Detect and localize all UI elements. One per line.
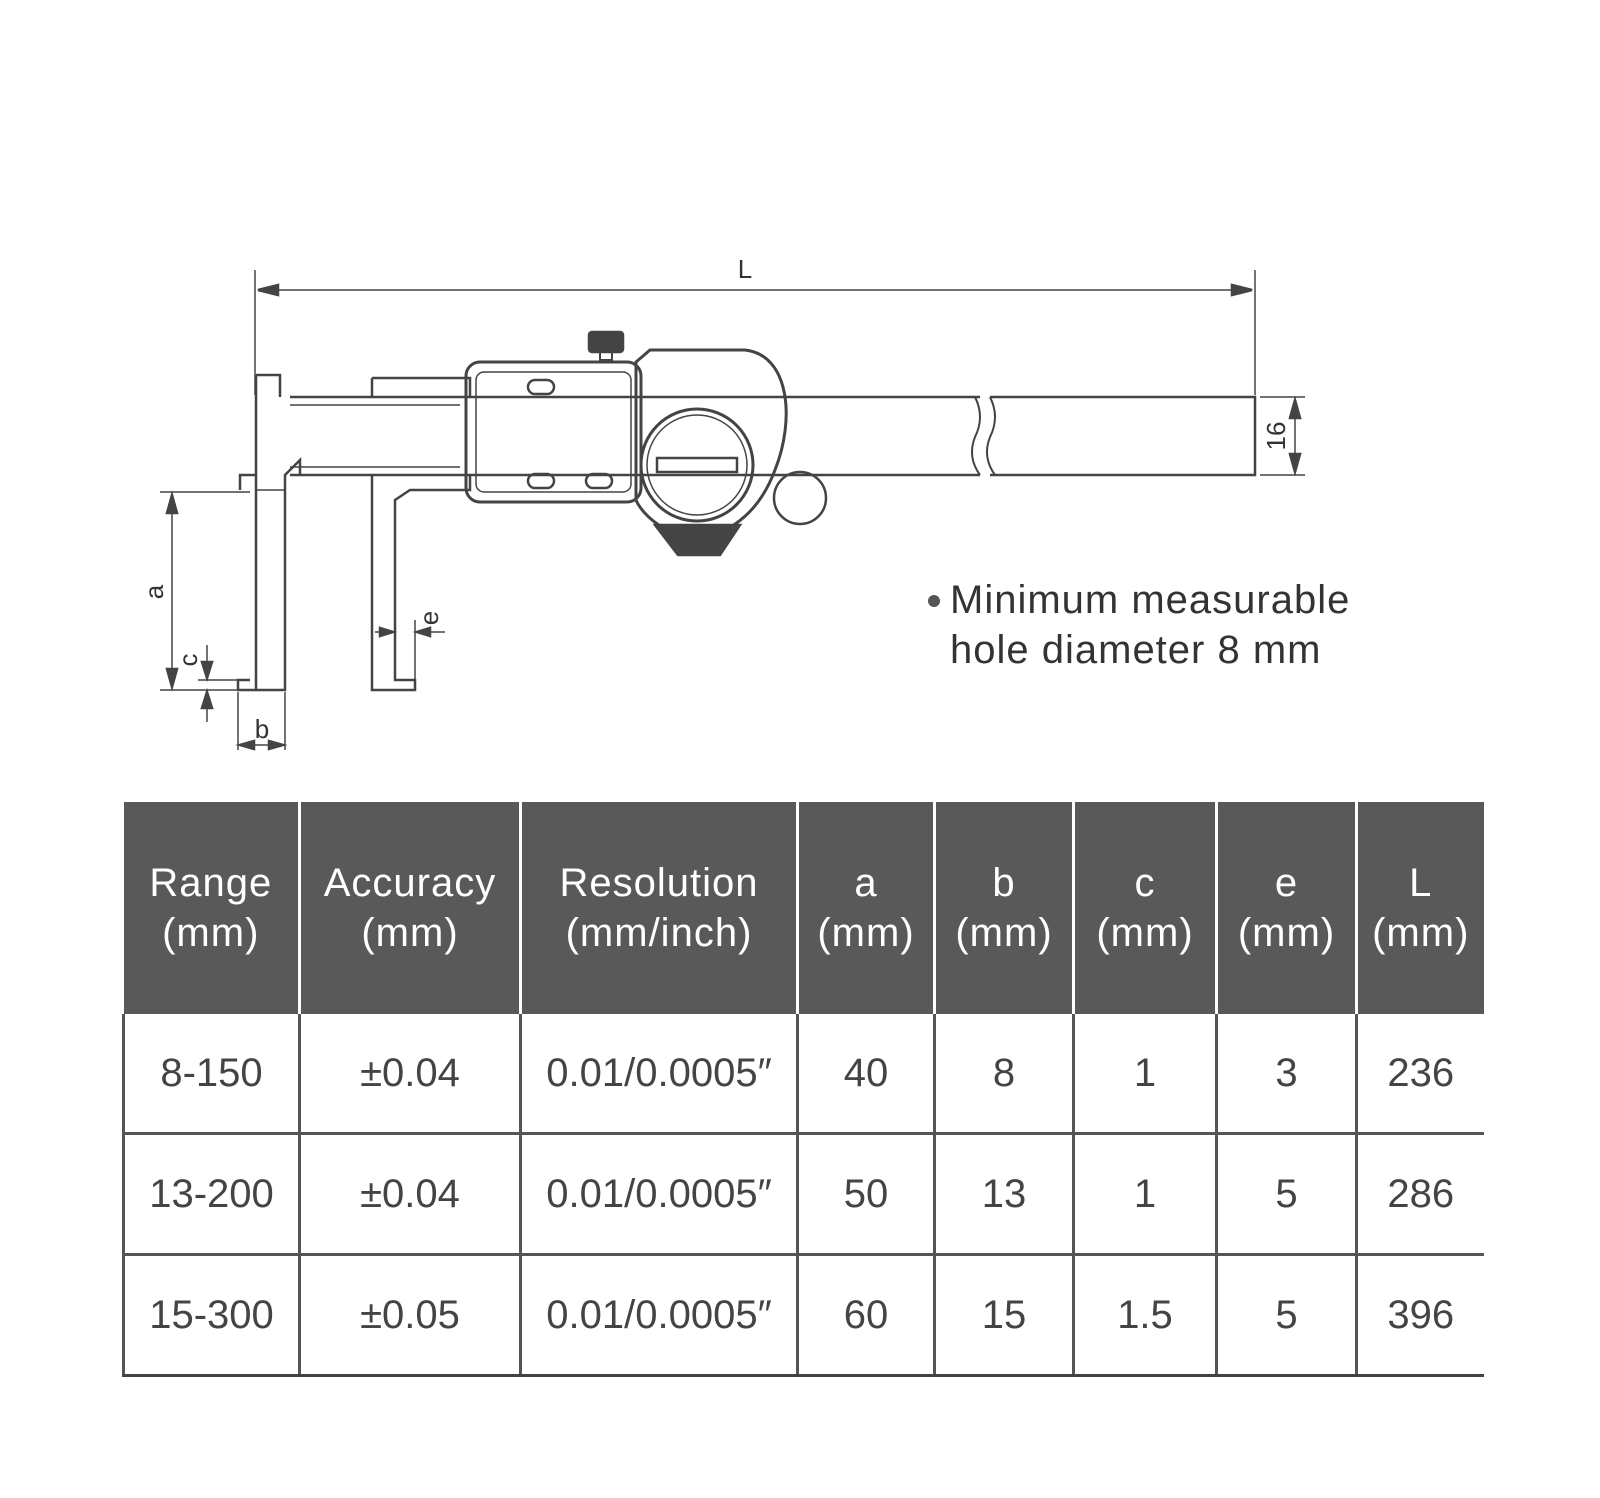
dimension-label-e: e [414,610,444,626]
header-resolution: Resolution (mm/inch) [521,802,798,1014]
cell-range: 13-200 [124,1134,300,1255]
header-range: Range (mm) [124,802,300,1014]
header-b: b (mm) [935,802,1074,1014]
dimension-label-a: a [139,584,169,600]
caliper-beam [290,397,1255,475]
note-line-1: Minimum measurable [950,578,1351,622]
note-line-2: hole diameter 8 mm [950,628,1322,672]
knurled-knob [655,525,740,555]
cell-c: 1 [1074,1014,1217,1134]
dimension-label-c: c [173,653,203,667]
cell-c: 1 [1074,1134,1217,1255]
fixed-jaw [238,375,300,690]
header-l: L (mm) [1357,802,1484,1014]
header-accuracy: Accuracy (mm) [300,802,521,1014]
thumb-wheel [774,472,826,524]
cell-resolution: 0.01/0.0005″ [521,1255,798,1376]
movable-jaw [372,378,470,690]
cell-resolution: 0.01/0.0005″ [521,1134,798,1255]
header-a: a (mm) [798,802,935,1014]
cell-range: 15-300 [124,1255,300,1376]
cell-a: 40 [798,1014,935,1134]
cell-a: 50 [798,1134,935,1255]
dimension-label-b: b [254,714,270,744]
cell-e: 5 [1217,1255,1357,1376]
cell-e: 5 [1217,1134,1357,1255]
minimum-hole-note [950,575,1350,675]
cell-resolution: 0.01/0.0005″ [521,1014,798,1134]
cell-accuracy: ±0.05 [300,1255,521,1376]
cell-l: 236 [1357,1014,1484,1134]
table-header-row [124,802,1484,1014]
dimension-label-16: 16 [1261,421,1291,451]
dimension-label-l: L [737,254,753,284]
cell-b: 8 [935,1014,1074,1134]
cell-e: 3 [1217,1014,1357,1134]
cell-accuracy: ±0.04 [300,1014,521,1134]
cell-b: 15 [935,1255,1074,1376]
dial-housing [636,350,786,540]
cell-l: 286 [1357,1134,1484,1255]
header-e: e (mm) [1217,802,1357,1014]
cell-l: 396 [1357,1255,1484,1376]
table-row [124,1255,1484,1376]
table-row [124,1134,1484,1255]
specification-table [122,802,1484,1377]
header-c: c (mm) [1074,802,1217,1014]
cell-range: 8-150 [124,1014,300,1134]
cell-a: 60 [798,1255,935,1376]
cell-c: 1.5 [1074,1255,1217,1376]
bullet-icon [928,595,940,607]
cell-accuracy: ±0.04 [300,1134,521,1255]
cell-b: 13 [935,1134,1074,1255]
table-row [124,1014,1484,1134]
